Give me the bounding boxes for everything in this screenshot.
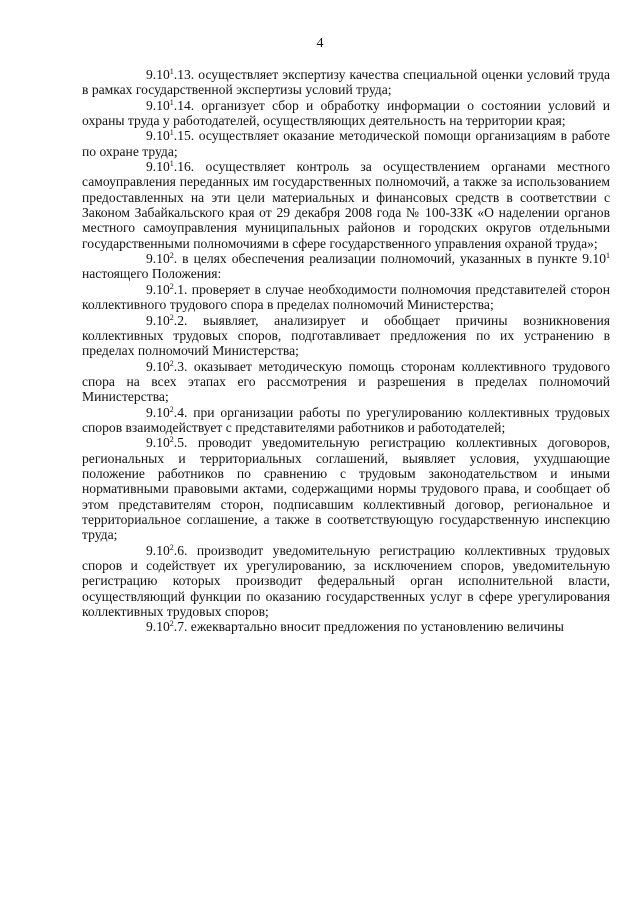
- clause-number: 9.10: [146, 404, 170, 420]
- clause-text: .5. проводит уведомительную регистрацию коллективных договоров, региональных и территориальных соглашений, выявляет условия, ухудшающие положение работников по сравнению с трудовым законодательством и иными нормативными правовыми актами, содержащими нормы трудового права, и сообщает об этом представителям сторон, подписавшим коллективный договор, региональное и территориальное соглашение, а также в соответствующую государственную инспекцию труда;: [82, 435, 610, 543]
- clause-superscript: 1: [169, 159, 174, 169]
- clause-number: 9.10: [146, 312, 170, 328]
- clause-superscript: 2: [169, 312, 174, 322]
- clause-superscript: 1: [169, 67, 174, 76]
- clause-text: .14. организует сбор и обработку информации о состоянии условий и охраны труда у работодателей, осуществляющих деятельность на территории края;: [82, 97, 610, 129]
- paragraph-9-10-1-15: [82, 128, 610, 159]
- clause-number: 9.10: [146, 281, 170, 297]
- clause-number: 9.10: [146, 251, 170, 267]
- clause-text: .2. выявляет, анализирует и обобщает причины возникновения коллективных трудовых споров, подготавливает предложения по их устранению в пределах полномочий Министерства;: [82, 312, 610, 359]
- clause-superscript: 2: [169, 435, 174, 445]
- clause-superscript: 2: [169, 251, 174, 261]
- clause-superscript: 2: [169, 542, 174, 552]
- clause-text: .16. осуществляет контроль за осуществлением органами местного самоуправления переданных им государственных полномочий, а также за использованием предоставленных на эти цели материальных и финансовых средств в соответствии с Законом Забайкальского края от 29 декабря 2008 года № 100-ЗЗК «О наделении органов местного самоуправления муниципальных районов и городских округов отдельными государственными полномочиями в сфере государственного управления охраной труда»;: [82, 159, 610, 251]
- clause-text: .1. проверяет в случае необходимости полномочия представителей сторон коллективного трудового спора в пределах полномочий Министерства;: [82, 281, 610, 313]
- clause-number: 9.10: [146, 435, 170, 451]
- paragraph-9-10-2-6: [82, 543, 610, 620]
- clause-superscript: 1: [169, 97, 174, 107]
- clause-text: .13. осуществляет экспертизу качества специальной оценки условий труда в рамках государственной экспертизы условий труда;: [82, 67, 610, 98]
- paragraph-9-10-2-1: [82, 282, 610, 313]
- paragraph-9-10-2: [82, 251, 610, 282]
- clause-superscript: 2: [169, 619, 174, 629]
- paragraph-9-10-1-14: [82, 98, 610, 129]
- clause-superscript: 2: [169, 281, 174, 291]
- paragraph-9-10-2-4: [82, 405, 610, 436]
- clause-text-tail: настоящего Положения:: [82, 266, 222, 282]
- clause-superscript: 1: [169, 128, 174, 138]
- clause-superscript: 2: [169, 404, 174, 414]
- clause-text: .3. оказывает методическую помощь сторонам коллективного трудового спора на всех этапах его рассмотрения и разрешения в пределах полномочий Министерства;: [82, 358, 610, 405]
- page-number: 4: [316, 36, 324, 51]
- document-body: [82, 67, 610, 635]
- clause-text: .6. производит уведомительную регистрацию коллективных трудовых споров и содействует их урегулированию, за исключением споров, уведомительную регистрацию которых производит федеральный орган исполнительной власти, осуществляющий функции по оказанию государственных услуг в сфере урегулирования коллективных трудовых споров;: [82, 542, 610, 620]
- clause-text: .15. осуществляет оказание методической помощи организациям в работе по охране труда;: [82, 128, 610, 159]
- clause-number: 9.10: [146, 358, 170, 374]
- clause-number: 9.10: [146, 542, 170, 558]
- clause-text: .4. при организации работы по урегулированию коллективных трудовых споров взаимодействует с представителями работников и работодателей;: [82, 404, 610, 435]
- paragraph-9-10-2-5: [82, 435, 610, 542]
- paragraph-9-10-1-16: [82, 159, 610, 251]
- paragraph-9-10-2-3: [82, 359, 610, 405]
- clause-number: 9.10: [146, 159, 170, 175]
- clause-text: .7. ежеквартально вносит предложения по установлению величины: [173, 619, 564, 635]
- paragraph-9-10-1-13: [82, 67, 610, 98]
- paragraph-9-10-2-2: [82, 313, 610, 359]
- clause-text: . в целях обеспечения реализации полномочий, указанных в пункте 9.10: [173, 251, 606, 267]
- paragraph-9-10-2-7: [82, 619, 610, 634]
- reference-superscript: 1: [606, 251, 610, 261]
- clause-number: 9.10: [146, 128, 170, 144]
- clause-superscript: 2: [169, 358, 174, 368]
- clause-number: 9.10: [146, 97, 170, 113]
- clause-number: 9.10: [146, 619, 170, 635]
- clause-number: 9.10: [146, 67, 170, 82]
